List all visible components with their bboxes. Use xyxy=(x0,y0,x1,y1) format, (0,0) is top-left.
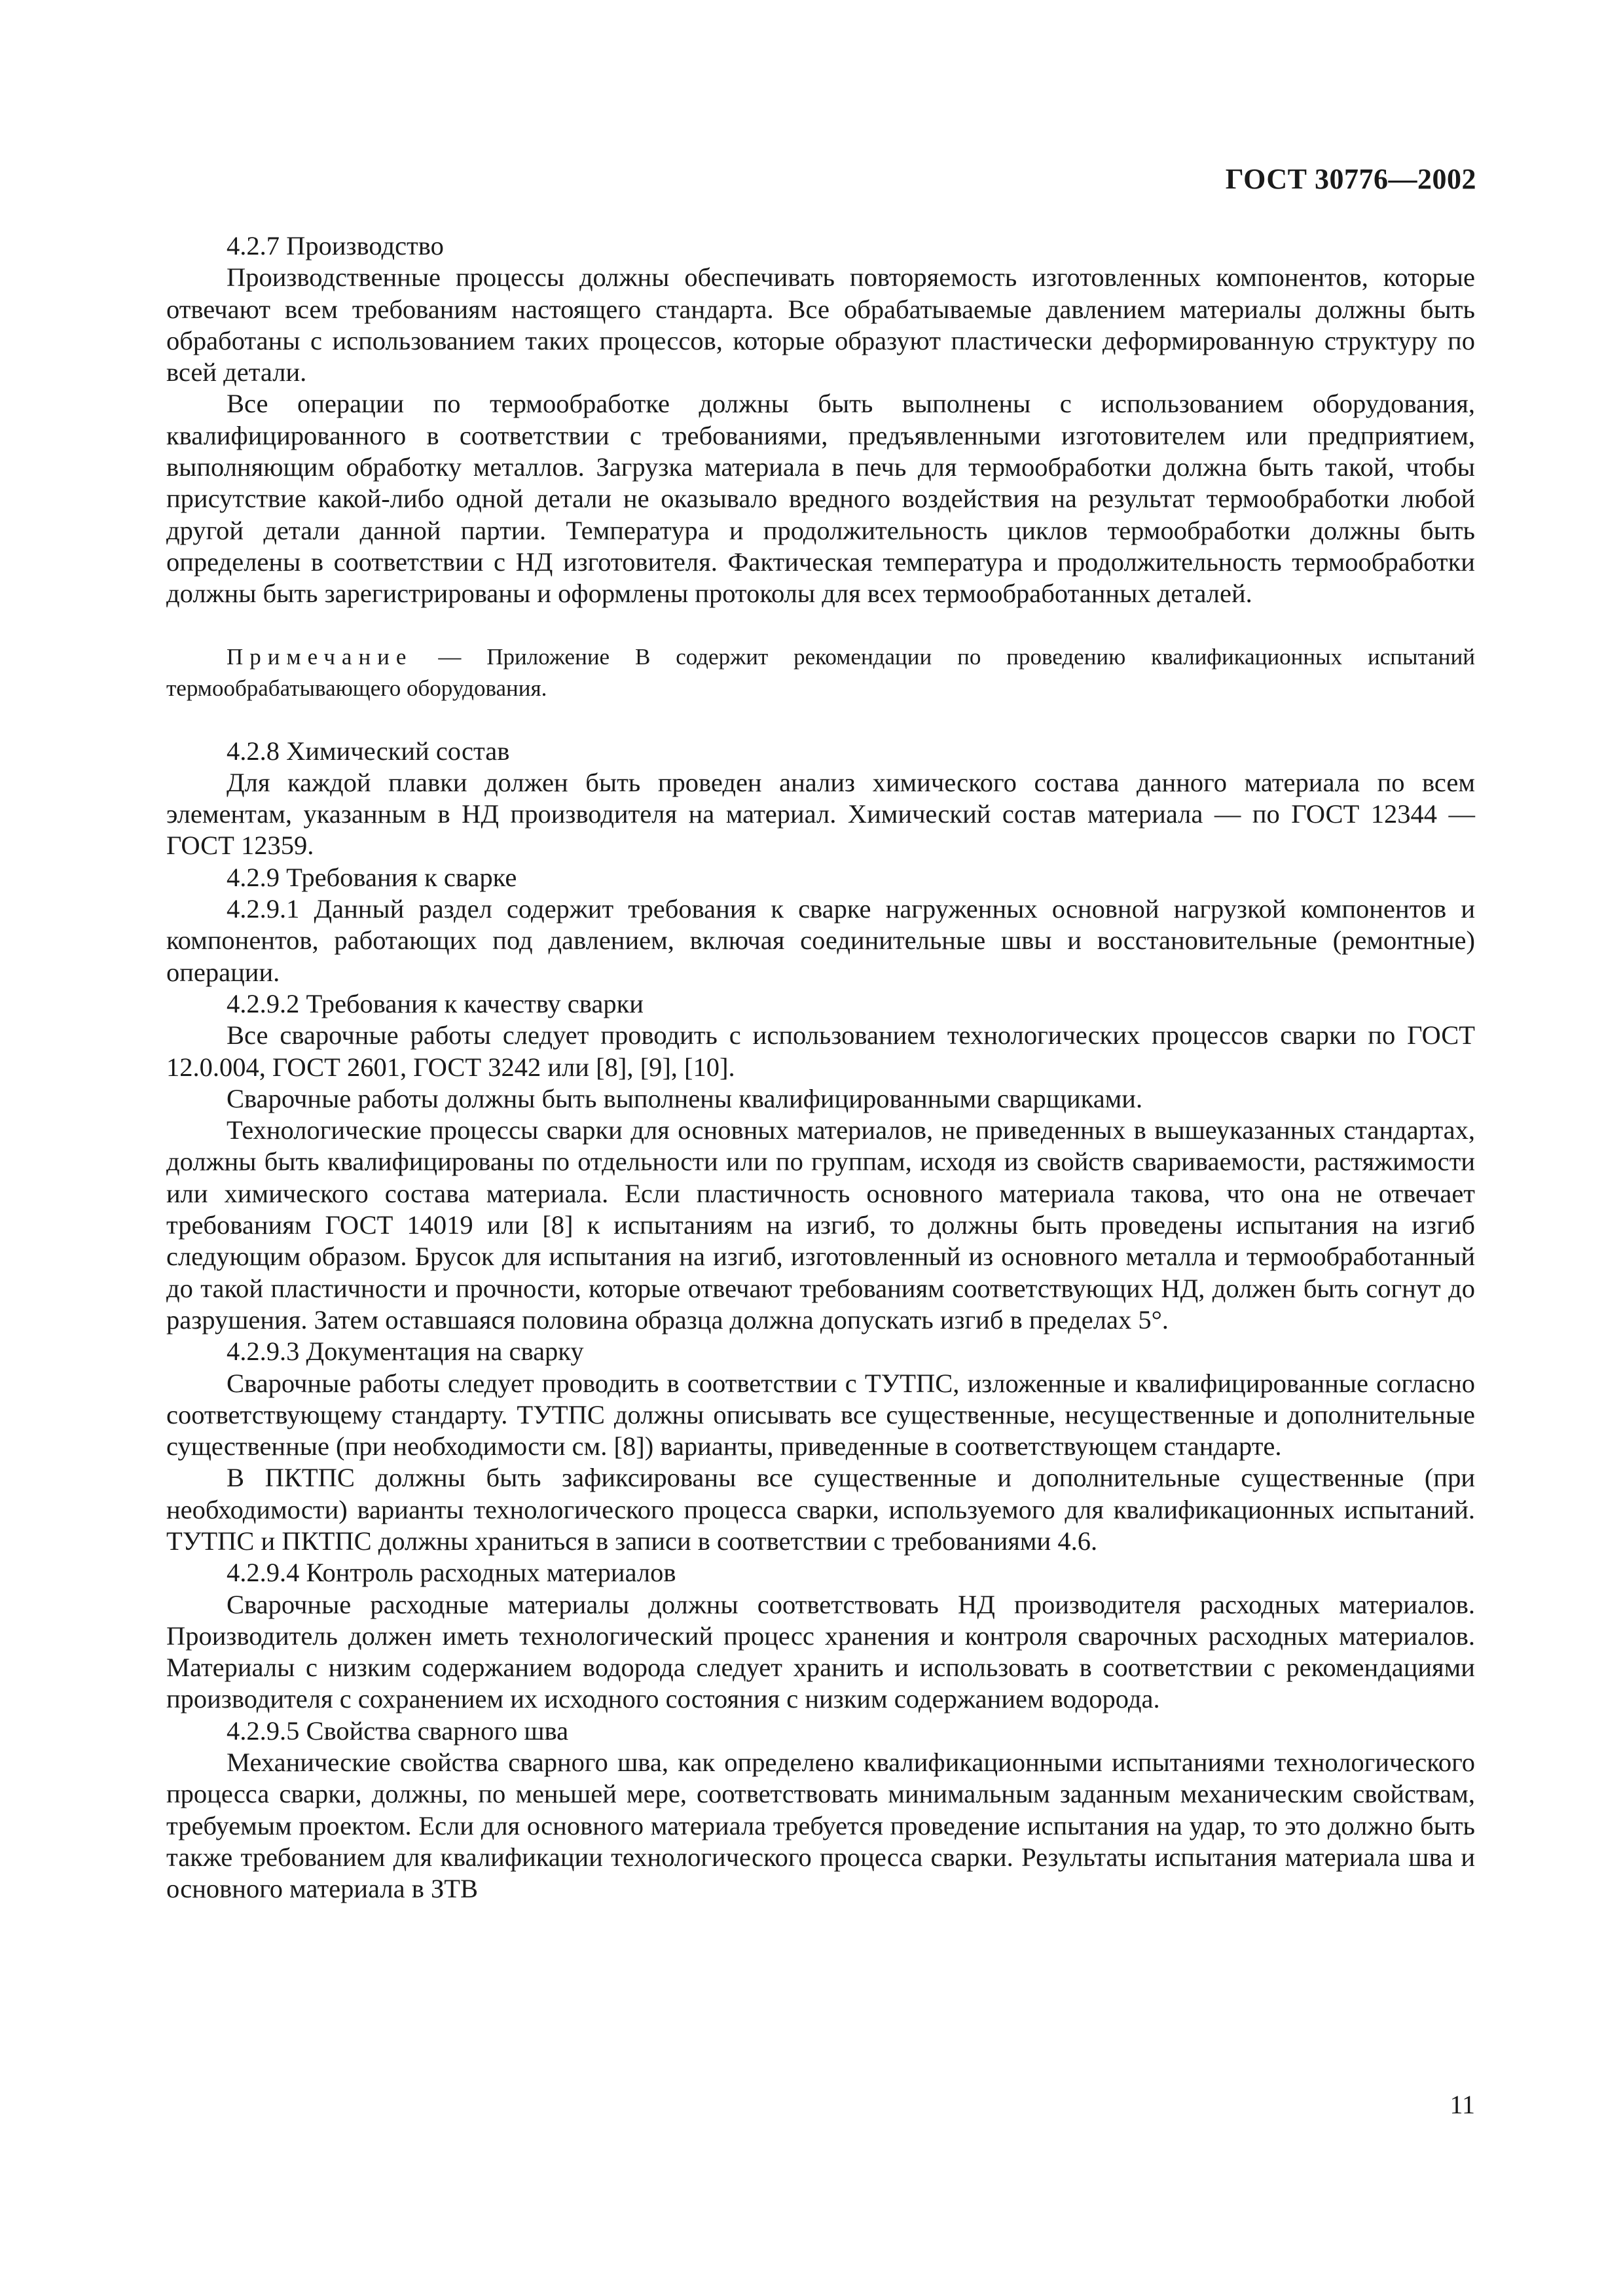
paragraph: Механические свойства сварного шва, как определено квалификационными испытаниями технологического процесса сварки, должны, по меньшей мере, соответствовать минимальным заданным механическим свойствам, требуемым проектом. Если для основного материала требуется проведение испытания на удар, то это должно быть также требованием для квалификации технологического процесса сварки. Результаты испытания материала шва и основного материала в ЗТВ xyxy=(166,1748,1475,1904)
paragraph: Сварочные работы следует проводить в соответствии с ТУТПС, изложенные и квалифицированные согласно соответствующему стандарту. ТУТПС должны описывать все существенные, несущественные и дополнительные существенные (при необходимости см. [8]) варианты, приведенные в соответствующем стандарте. xyxy=(166,1368,1475,1462)
section-heading: 4.2.9.3 Документация на сварку xyxy=(227,1336,584,1367)
paragraph: Производственные процессы должны обеспечивать повторяемость изготовленных компонентов, которые отвечают всем требованиям настоящего стандарта. Все обрабатываемые давлением материалы должны быть обработаны с использованием таких процессов, которые образуют пластически деформированную структуру по всей детали. xyxy=(166,262,1475,387)
spacer xyxy=(166,704,1475,736)
section-heading: 4.2.9.2 Требования к качеству сварки xyxy=(227,988,644,1018)
section-heading: 4.2.8 Химический состав xyxy=(227,736,510,766)
page-number: 11 xyxy=(1450,2090,1475,2119)
paragraph: В ПКТПС должны быть зафиксированы все существенные и дополнительные существенные (при необходимости) варианты технологического процесса сварки, используемого для квалификационных испытаний. ТУТПС и ПКТПС должны храниться в записи в соответствии с требованиями 4.6. xyxy=(166,1463,1475,1556)
paragraph: Сварочные расходные материалы должны соответствовать НД производителя расходных материалов. Производитель должен иметь технологический процесс хранения и контроля сварочных расходных материалов. Материалы с низким содержанием водорода следует хранить и использовать в соответствии с рекомендациями производителя с сохранением их исходного состояния с низким содержанием водорода. xyxy=(166,1589,1475,1714)
paragraph: Для каждой плавки должен быть проведен анализ химического состава данного материала по всем элементам, указанным в НД производителя на материал. Химический состав материала — по ГОСТ 12344 — ГОСТ 12359. xyxy=(166,767,1475,861)
section-heading: 4.2.9.5 Свойства сварного шва xyxy=(227,1715,569,1746)
paragraph: Все операции по термообработке должны быть выполнены с использованием оборудования, квалифицированного в соответствии с требованиями, предъявленными изготовителем или предприятием, выполняющим обработку металлов. Загрузка материала в печь для термообработки должна быть такой, чтобы присутствие какой-либо одной детали не оказывало вредного воздействия на результат термообработки любой другой детали данной партии. Температура и продолжительность циклов термообработки должны быть определены в соответствии с НД изготовителя. Фактическая температура и продолжительность термообработки должны быть зарегистрированы и оформлены протоколы для всех термообработанных деталей. xyxy=(166,389,1475,609)
document-body xyxy=(166,230,1475,1905)
section-heading: 4.2.9 Требования к сварке xyxy=(227,862,517,892)
spacer xyxy=(166,610,1475,641)
note xyxy=(166,641,1475,704)
section-heading: 4.2.7 Производство xyxy=(227,231,444,260)
paragraph: Технологические процессы сварки для основных материалов, не приведенных в вышеуказанных стандартах, должны быть квалифицированы по отдельности или по группам, исходя из свойств свариваемости, растяжимости или химического состава материала. Если пластичность основного материала такова, что она не отвечает требованиям ГОСТ 14019 или [8] к испытаниям на изгиб, то должны быть проведены испытания на изгиб следующим образом. Брусок для испытания на изгиб, изготовленный из основного металла и термообработанный до такой пластичности и прочности, которые отвечают требованиям соответствующих НД, должен быть согнут до разрушения. Затем оставшаяся половина образца должна допускать изгиб в пределах 5°. xyxy=(166,1115,1475,1335)
paragraph: 4.2.9.1 Данный раздел содержит требования к сварке нагруженных основной нагрузкой компонентов и компонентов, работающих под давлением, включая соединительные швы и восстановительные (ремонтные) операции. xyxy=(166,894,1475,987)
section-heading: 4.2.9.4 Контроль расходных материалов xyxy=(227,1558,676,1588)
note-text: — Приложение В содержит рекомендации по проведению квалификационных испытаний термообрабатывающего оборудования. xyxy=(166,643,1475,701)
paragraph: Все сварочные работы следует проводить с использованием технологических процессов сварки по ГОСТ 12.0.004, ГОСТ 2601, ГОСТ 3242 или [8], [9], [10]. xyxy=(166,1020,1475,1082)
paragraph: Сварочные работы должны быть выполнены квалифицированными сварщиками. xyxy=(227,1083,1143,1113)
note-label: Примечание xyxy=(227,643,413,670)
document-header: ГОСТ 30776—2002 xyxy=(1225,163,1476,195)
